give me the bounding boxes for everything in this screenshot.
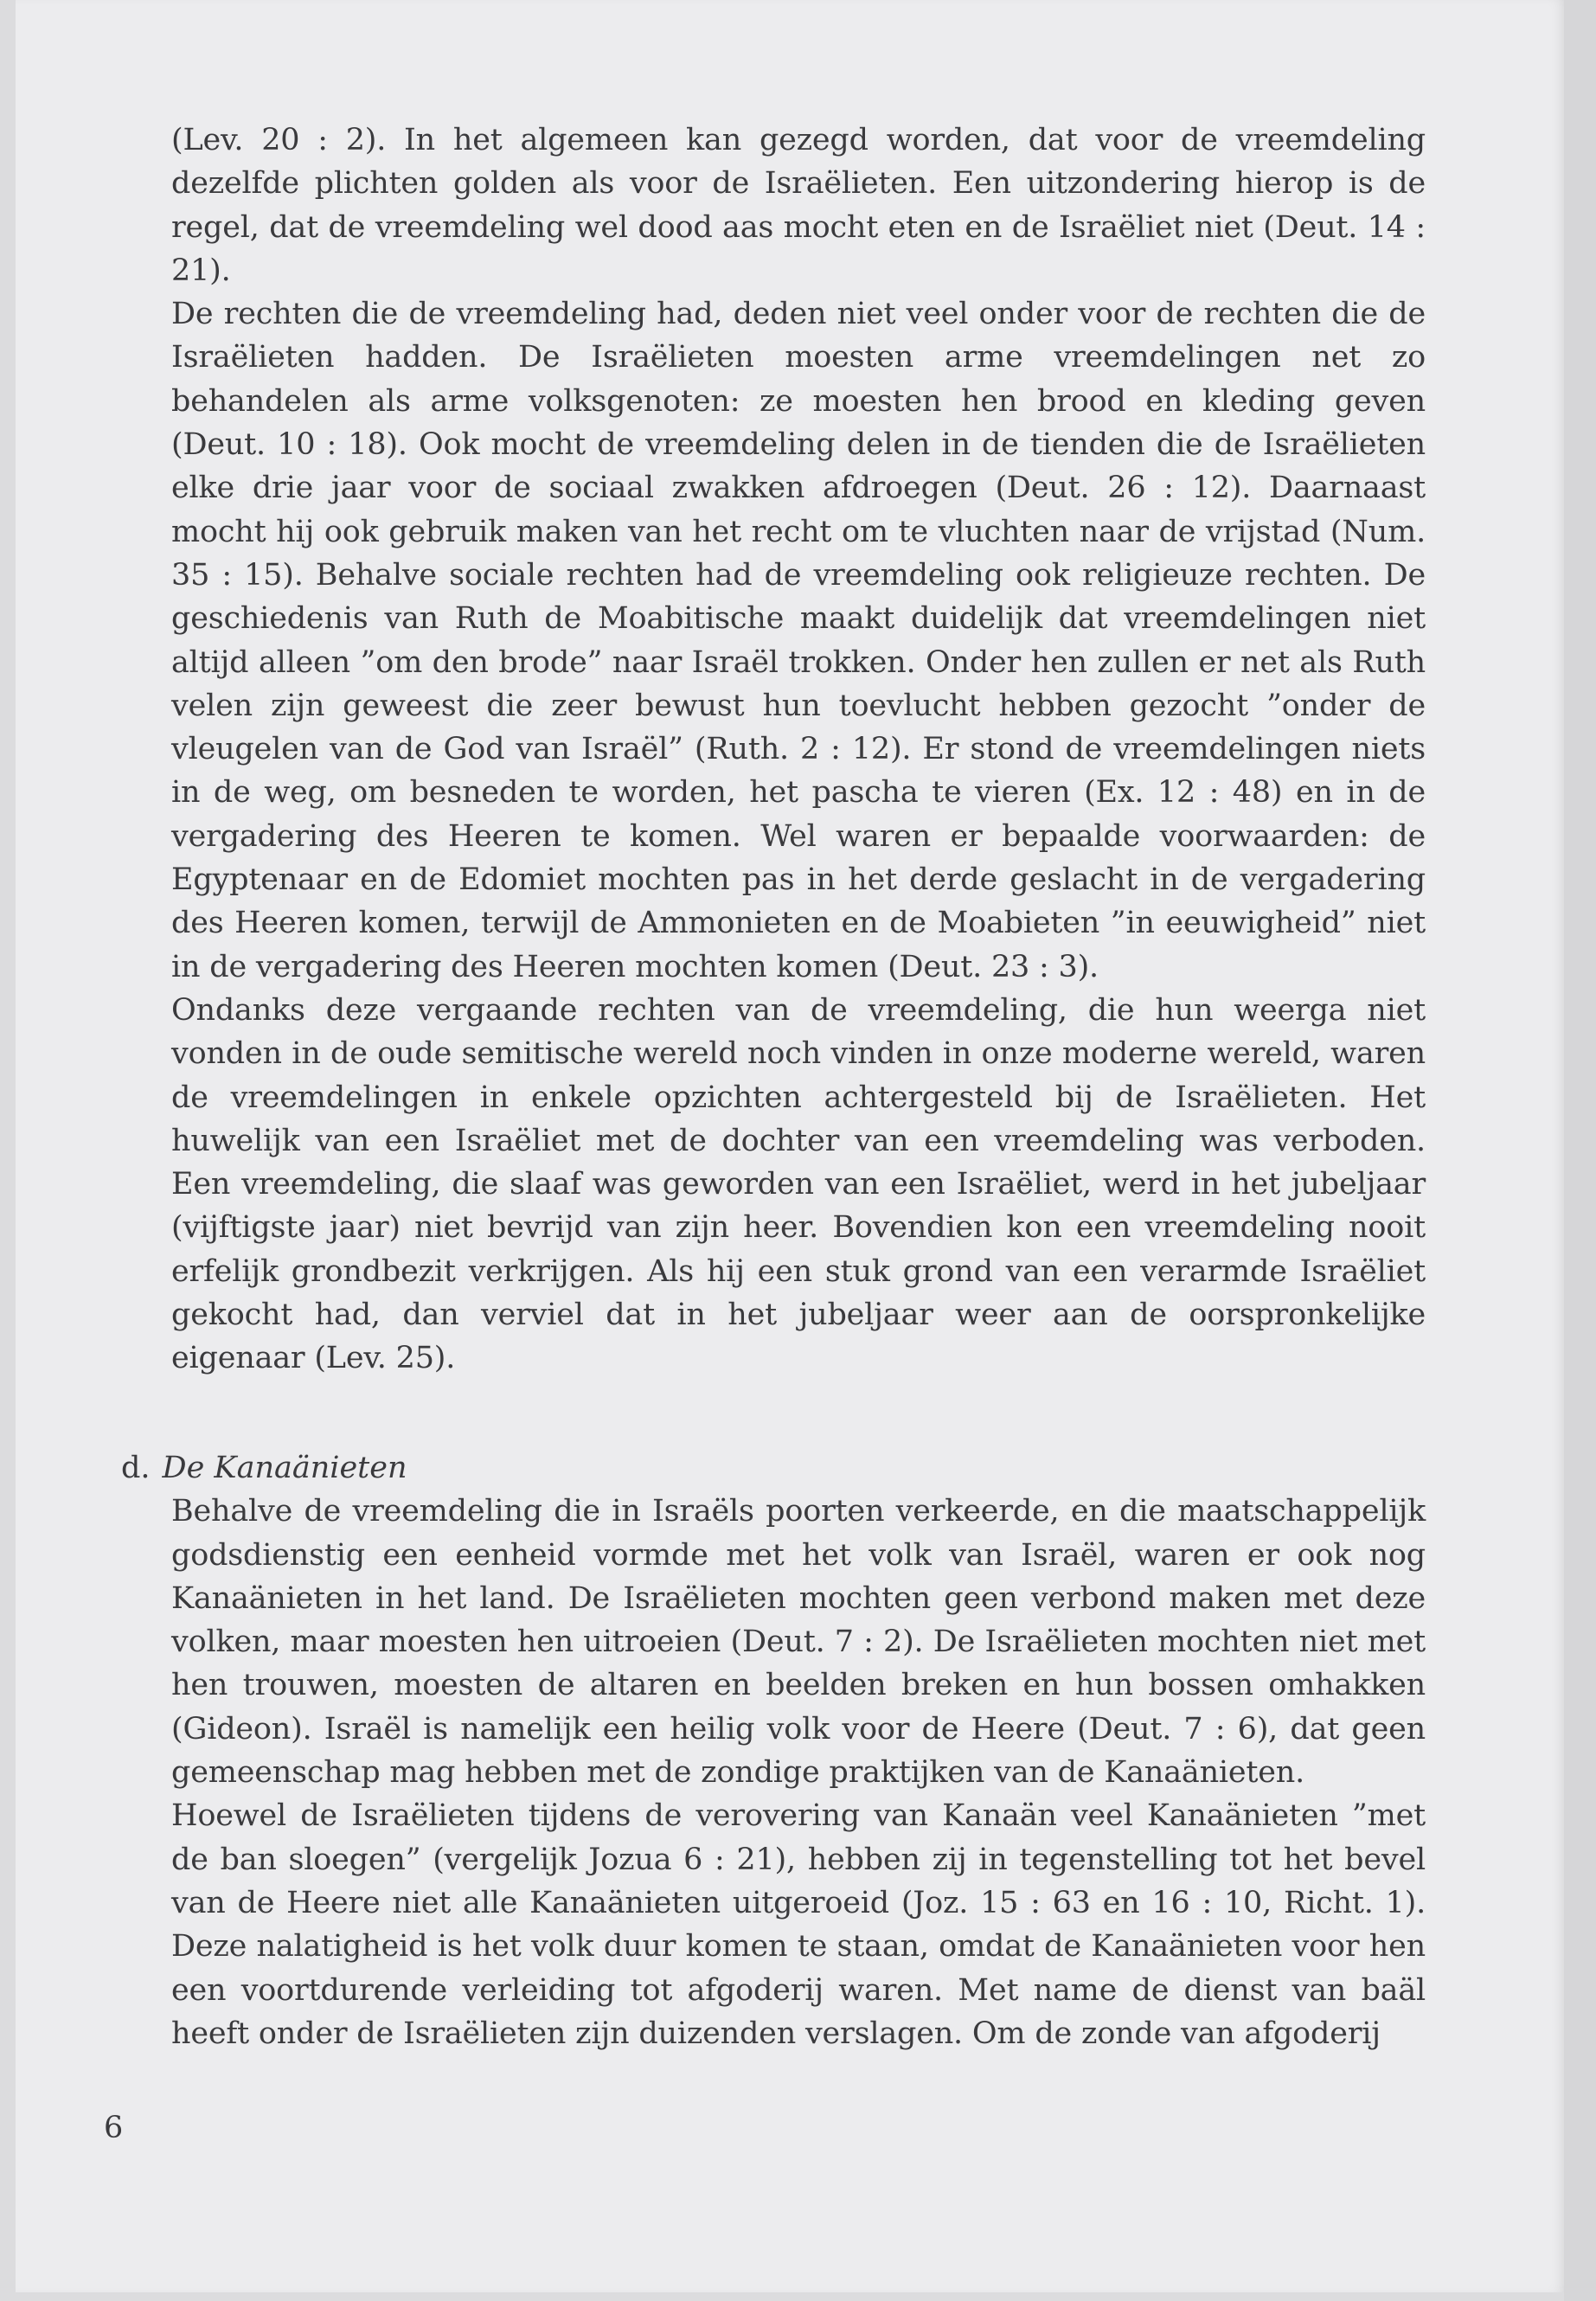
paragraph-kanaanieten-1: Behalve de vreemdeling die in Israëls poorten verkeerde, en die maatschappelijk godsdienstig een eenheid vormde met het volk van Israël, waren er ook nog Kanaänieten in het land. De Israëlieten mochten geen verbond maken met deze volken, maar moesten hen uitroeien (Deut. 7 : 2). De Israëlieten mochten niet met hen trouwen, moesten de altaren en beelden breken en hun bossen omhakken (Gideon). Israël is namelijk een heilig volk voor de Heere (Deut. 7 : 6), dat geen gemeenschap mag hebben met de zondige praktijken van de Kanaänieten. — [171, 1494, 1426, 1791]
scan-edge — [1564, 0, 1596, 2301]
section-marker: d. — [121, 1451, 151, 1485]
paragraph-kanaanieten-2: Hoewel de Israëlieten tijdens de verovering van Kanaän veel Kanaänieten ”met de ban sloegen” (vergelijk Jozua 6 : 21), hebben zij in tegenstelling tot het bevel van de Heere niet alle Kanaänieten uitgeroeid (Joz. 15 : 63 en 16 : 10, Richt. 1). Deze nalatigheid is het volk duur komen te staan, omdat de Kanaänieten voor hen een voortdurende verleiding tot afgoderij waren. Met name de dienst van baäl heeft onder de Israëlieten zijn duizenden verslagen. Om de zonde van afgoderij — [171, 1798, 1426, 2051]
section-kanaanieten — [121, 1446, 1426, 2055]
page-number: 6 — [104, 2111, 124, 2145]
paragraph-rights: De rechten die de vreemdeling had, deden niet veel onder voor de rechten die de Israëlieten hadden. De Israëlieten moesten arme vreemdelingen net zo behandelen als arme volksgenoten: ze moesten hen brood en kleding geven (Deut. 10 : 18). Ook mocht de vreemdeling delen in de tienden die de Israëlieten elke drie jaar voor de sociaal zwakken afdroegen (Deut. 26 : 12). Daarnaast mocht hij ook gebruik maken van het recht om te vluchten naar de vrijstad (Num. 35 : 15). Behalve sociale rechten had de vreemdeling ook religieuze rechten. De geschiedenis van Ruth de Moabitische maakt duidelijk dat vreemdelingen niet altijd alleen ”om den brode” naar Israël trokken. Onder hen zullen er net als Ruth velen zijn geweest die zeer bewust hun toevlucht hebben gezocht ”onder de vleugelen van de God van Israël” (Ruth. 2 : 12). Er stond de vreemdelingen niets in de weg, om besneden te worden, het pascha te vieren (Ex. 12 : 48) en in de vergadering des Heeren te komen. Wel waren er bepaalde voorwaarden: de Egyptenaar en de Edomiet mochten pas in het derde geslacht in de vergadering des Heeren komen, terwijl de Ammonieten en de Moabieten ”in eeuwigheid” niet in de vergadering des Heeren mochten komen (Deut. 23 : 3). — [171, 297, 1426, 984]
section-heading — [121, 1446, 1426, 1490]
section-title: De Kanaänieten — [162, 1451, 407, 1485]
paragraph-restrictions: Ondanks deze vergaande rechten van de vreemdeling, die hun weerga niet vonden in de oude semitische wereld noch vinden in onze moderne wereld, waren de vreemdelingen in enkele opzichten achtergesteld bij de Israëlieten. Het huwelijk van een Israëliet met de dochter van een vreemdeling was verboden. Een vreemdeling, die slaaf was geworden van een Israëliet, werd in het jubeljaar (vijftigste jaar) niet bevrijd van zijn heer. Bovendien kon een vreemdeling nooit erfelijk grondbezit verkrijgen. Als hij een stuk grond van een verarmde Israëliet gekocht had, dan verviel dat in het jubeljaar weer aan de oorspronkelijke eigenaar (Lev. 25). — [171, 992, 1426, 1376]
section-body — [171, 1490, 1426, 2055]
paragraph-lev-20: (Lev. 20 : 2). In het algemeen kan gezegd worden, dat voor de vreemdeling dezelfde plichten golden als voor de Israëlieten. Een uitzondering hierop is de regel, dat de vreemdeling wel dood aas mocht eten en de Israëliet niet (Deut. 14 : 21). — [171, 123, 1426, 288]
intro-text — [171, 119, 1426, 1381]
